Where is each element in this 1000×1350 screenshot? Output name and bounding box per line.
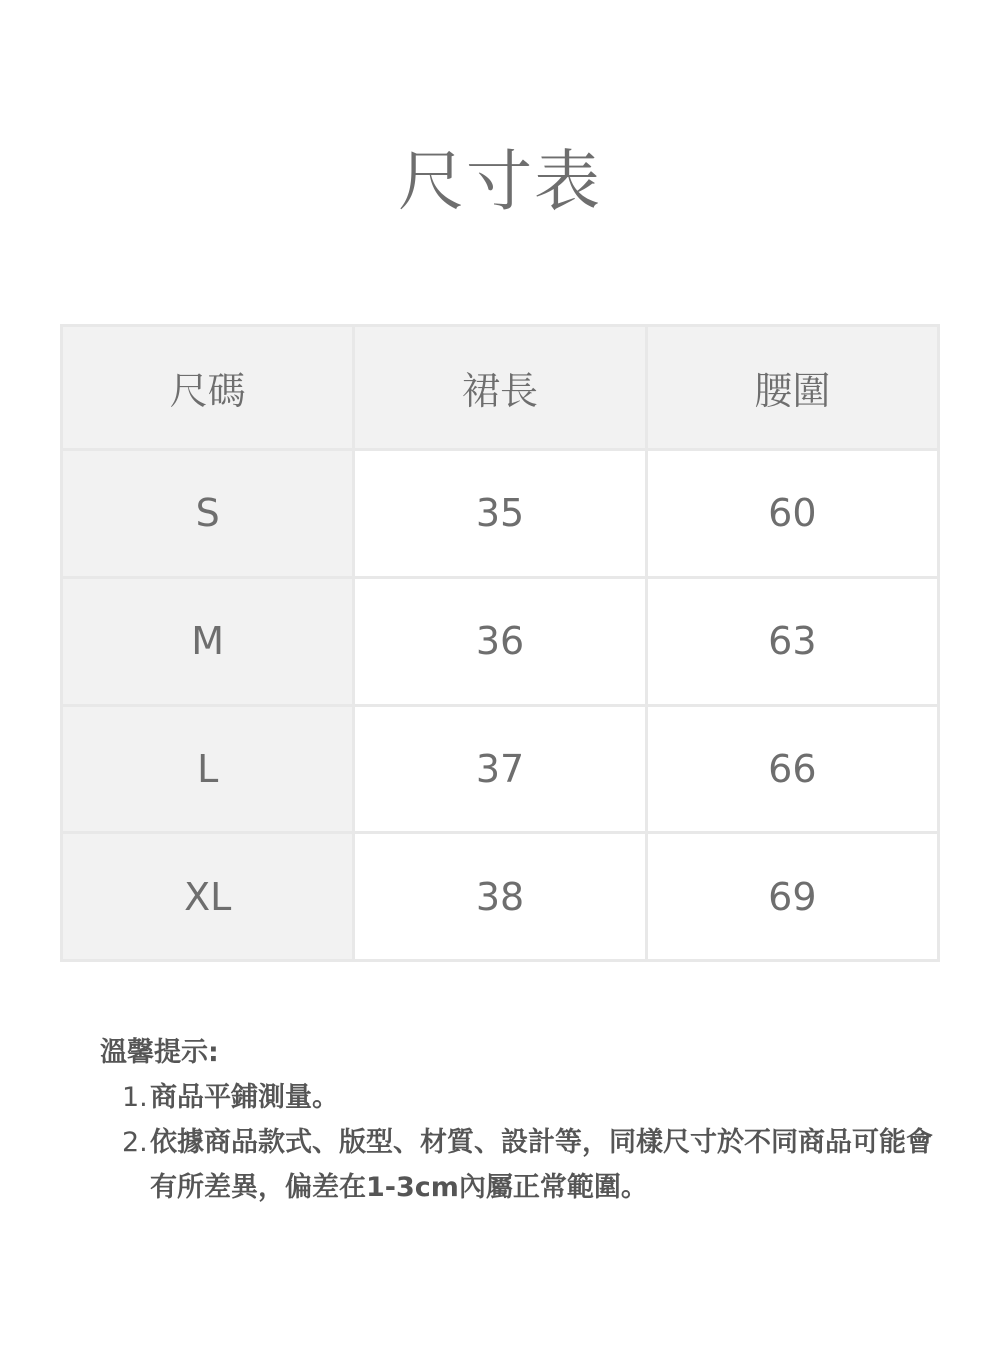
- skirt-length-cell: 36: [354, 577, 646, 705]
- skirt-length-cell: 35: [354, 450, 646, 578]
- table-row: [62, 833, 939, 961]
- list-item-text: 依據商品款式、版型、材質、設計等，同樣尺寸於不同商品可能會有所差異，偏差在1-3cm內屬正常範圍。: [150, 1127, 933, 1203]
- table-row: [62, 450, 939, 578]
- header-size: 尺碼: [62, 326, 354, 450]
- notes-section: [100, 1030, 940, 1210]
- size-cell: M: [62, 577, 354, 705]
- size-cell: L: [62, 705, 354, 833]
- waist-cell: 66: [646, 705, 938, 833]
- size-cell: S: [62, 450, 354, 578]
- notes-heading: 溫馨提示:: [100, 1037, 219, 1068]
- waist-cell: 63: [646, 577, 938, 705]
- size-table: [60, 324, 940, 962]
- table-header-row: [62, 326, 939, 450]
- list-item-number: 2.: [122, 1127, 148, 1158]
- waist-cell: 69: [646, 833, 938, 961]
- skirt-length-cell: 38: [354, 833, 646, 961]
- skirt-length-cell: 37: [354, 705, 646, 833]
- page-title: 尺寸表: [398, 143, 602, 220]
- size-cell: XL: [62, 833, 354, 961]
- header-skirt-length: 裙長: [354, 326, 646, 450]
- list-item: [100, 1120, 940, 1210]
- table-row: [62, 577, 939, 705]
- list-item-text: 商品平鋪測量。: [150, 1082, 339, 1113]
- notes-list: [100, 1075, 940, 1210]
- table-row: [62, 705, 939, 833]
- waist-cell: 60: [646, 450, 938, 578]
- list-item: [100, 1075, 940, 1120]
- list-item-number: 1.: [122, 1082, 148, 1113]
- header-waist: 腰圍: [646, 326, 938, 450]
